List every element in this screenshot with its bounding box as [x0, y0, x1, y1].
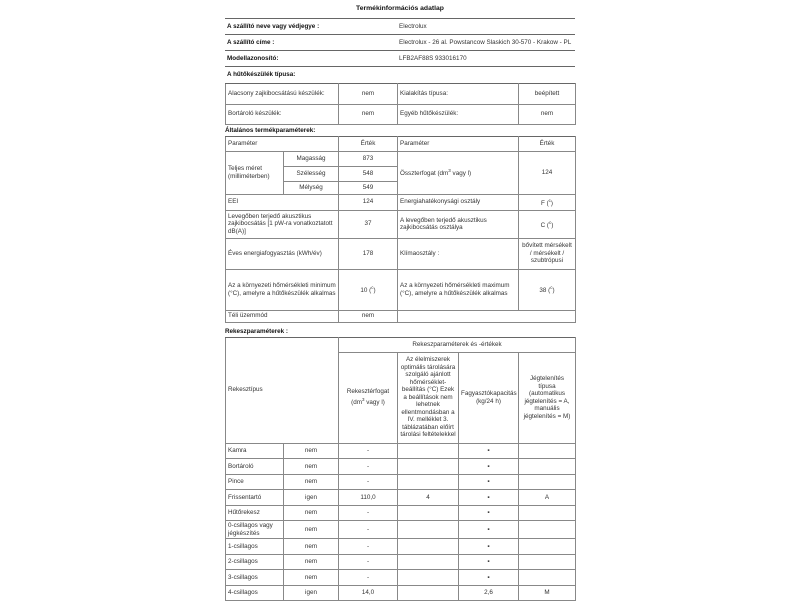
compartment-volume: -	[339, 459, 398, 475]
compartment-defrost	[519, 459, 576, 475]
compartment-temp	[398, 521, 459, 539]
compartment-present: nem	[284, 554, 339, 570]
height-label: Magasság	[284, 151, 339, 166]
energy-class-label: Energiahatékonysági osztály	[398, 194, 519, 210]
other-appliance-label: Egyéb hűtőkészülék:	[398, 104, 519, 124]
volume-header: Rekesztérfogat ($dm^3$ vagy l)	[339, 352, 398, 443]
supplier-table	[225, 18, 575, 83]
type-table	[225, 83, 576, 125]
compartment-temp	[398, 554, 459, 570]
energy-value: 178	[339, 238, 398, 269]
page-title: Termékinformációs adatlap	[225, 0, 575, 18]
low-noise-label: Alacsony zajkibocsátású készülék:	[226, 83, 339, 104]
freeze-header: Fagyasztókapacitás (kg/24 h)	[459, 352, 519, 443]
compartment-defrost	[519, 505, 576, 521]
group-header: Rekeszparaméterek és -értékek	[339, 337, 576, 352]
volume-label: Összterfogat ($dm^3$ vagy l)	[398, 151, 519, 194]
compartment-volume: -	[339, 505, 398, 521]
compartments-section-title: Rekeszparaméterek :	[225, 326, 575, 337]
compartment-name: 1-csillagos	[226, 539, 284, 555]
compartment-present: igen	[284, 490, 339, 506]
supplier-address: Electrolux - 26 al. Powstancow Slaskich 30-570 - Krakow - PL	[397, 35, 575, 51]
general-section-title: Általános termékparaméterek:	[225, 125, 575, 136]
compartment-freeze: ▪	[459, 459, 519, 475]
compartment-volume: -	[339, 554, 398, 570]
table-row	[226, 505, 576, 521]
compartment-temp	[398, 443, 459, 459]
noise-class-label: A levegőben terjedő akusztikus zajkibocsátás osztálya	[398, 210, 519, 238]
supplier-address-label: A szállító címe :	[225, 35, 397, 51]
wine-storage-label: Bortároló készülék:	[226, 104, 339, 124]
compartment-type-header: Rekesztípus	[226, 337, 339, 443]
temp-header: Az élelmiszerek optimális tárolására szolgáló ajánlott hőmérséklet-beállítás (°C) Ezek a beállítások nem lehetnek ellentmondásban a IV. melléklet 3. táblázatában előírt tárolási feltételekkel	[398, 352, 459, 443]
table-row	[226, 570, 576, 586]
design-type-value: beépített	[519, 83, 576, 104]
compartment-temp: 4	[398, 490, 459, 506]
energy-class-value: F ($^c$)	[519, 194, 576, 210]
depth-label: Mélység	[284, 181, 339, 194]
table-row	[226, 585, 576, 601]
eei-label: EEI	[226, 194, 339, 210]
table-row	[226, 490, 576, 506]
compartments-table	[225, 337, 576, 601]
noise-class-value: C ($^c$)	[519, 210, 576, 238]
compartment-defrost: A	[519, 490, 576, 506]
compartment-defrost: M	[519, 585, 576, 601]
compartment-freeze: ▪	[459, 570, 519, 586]
compartment-freeze: ▪	[459, 505, 519, 521]
compartment-name: Frissentartó	[226, 490, 284, 506]
width-value: 548	[339, 166, 398, 181]
compartment-freeze: ▪	[459, 474, 519, 490]
height-value: 873	[339, 151, 398, 166]
supplier-name-label: A szállító neve vagy védjegye :	[225, 19, 397, 35]
compartment-present: nem	[284, 443, 339, 459]
compartment-volume: 14,0	[339, 585, 398, 601]
compartment-name: 3-csillagos	[226, 570, 284, 586]
compartment-present: nem	[284, 459, 339, 475]
compartment-present: nem	[284, 521, 339, 539]
other-appliance-value: nem	[519, 104, 576, 124]
compartment-volume: -	[339, 570, 398, 586]
table-row	[226, 474, 576, 490]
design-type-label: Kialakítás típusa:	[398, 83, 519, 104]
compartment-temp	[398, 505, 459, 521]
depth-value: 549	[339, 181, 398, 194]
compartment-temp	[398, 585, 459, 601]
compartment-defrost	[519, 554, 576, 570]
compartment-name: Kamra	[226, 443, 284, 459]
winter-label: Téli üzemmód	[226, 310, 339, 322]
compartment-freeze: ▪	[459, 521, 519, 539]
compartment-freeze: ▪	[459, 443, 519, 459]
volume-value: 124	[519, 151, 576, 194]
size-label: Teljes méret (milliméterben)	[226, 151, 284, 194]
compartment-name: Pince	[226, 474, 284, 490]
compartment-present: nem	[284, 570, 339, 586]
compartment-temp	[398, 570, 459, 586]
compartment-defrost	[519, 570, 576, 586]
compartment-present: nem	[284, 474, 339, 490]
compartment-name: 4-csillagos	[226, 585, 284, 601]
compartment-defrost	[519, 443, 576, 459]
tmax-value: 38 ($^c$)	[519, 269, 576, 310]
compartment-name: Hűtőrekesz	[226, 505, 284, 521]
compartment-present: igen	[284, 585, 339, 601]
noise-label: Levegőben terjedő akusztikus zajkibocsátás [1 pW-ra vonatkoztatott dB(A)]	[226, 210, 339, 238]
compartment-temp	[398, 539, 459, 555]
noise-value: 37	[339, 210, 398, 238]
compartment-name: 0-csillagos vagy jégkészítés	[226, 521, 284, 539]
type-section-title: A hűtőkészülék típusa:	[225, 67, 575, 83]
wine-storage-value: nem	[339, 104, 398, 124]
table-row	[226, 554, 576, 570]
defrost-header: Jégtelenítés típusa (automatikus jégtelenítés = A, manuális jégtelenítés = M)	[519, 352, 576, 443]
compartment-defrost	[519, 521, 576, 539]
model-id: LFB2AF88S 933016170	[397, 51, 575, 67]
compartment-freeze: ▪	[459, 539, 519, 555]
product-info-sheet	[225, 0, 575, 601]
compartment-volume: -	[339, 474, 398, 490]
climate-label: Klímaosztály :	[398, 238, 519, 269]
table-row	[226, 443, 576, 459]
header-param-2: Paraméter	[398, 136, 519, 151]
tmin-value: 10 ($^c$)	[339, 269, 398, 310]
supplier-name: Electrolux	[397, 19, 575, 35]
compartment-present: nem	[284, 505, 339, 521]
compartment-volume: -	[339, 443, 398, 459]
compartment-defrost	[519, 539, 576, 555]
header-value-2: Érték	[519, 136, 576, 151]
tmin-label: Az a környezeti hőmérsékleti minimum (°C), amelyre a hűtőkészülék alkalmas	[226, 269, 339, 310]
compartment-temp	[398, 459, 459, 475]
climate-value: bővített mérsékelt / mérsékelt / szubtrópusi	[519, 238, 576, 269]
table-row	[226, 539, 576, 555]
energy-label: Éves energiafogyasztás (kWh/év)	[226, 238, 339, 269]
eei-value: 124	[339, 194, 398, 210]
table-row	[226, 459, 576, 475]
tmax-label: Az a környezeti hőmérsékleti maximum (°C), amelyre a hűtőkészülék alkalmas	[398, 269, 519, 310]
header-value: Érték	[339, 136, 398, 151]
header-param: Paraméter	[226, 136, 339, 151]
width-label: Szélesség	[284, 166, 339, 181]
compartment-name: Bortároló	[226, 459, 284, 475]
compartment-defrost	[519, 474, 576, 490]
winter-value: nem	[339, 310, 398, 322]
compartment-freeze: ▪	[459, 554, 519, 570]
model-label: Modellazonosító:	[225, 51, 397, 67]
compartment-name: 2-csillagos	[226, 554, 284, 570]
low-noise-value: nem	[339, 83, 398, 104]
compartment-volume: -	[339, 539, 398, 555]
table-row	[226, 521, 576, 539]
compartment-volume: 110,0	[339, 490, 398, 506]
compartment-freeze: ▪	[459, 490, 519, 506]
compartment-volume: -	[339, 521, 398, 539]
compartment-present: nem	[284, 539, 339, 555]
general-table	[225, 136, 576, 323]
compartment-temp	[398, 474, 459, 490]
compartment-freeze: 2,6	[459, 585, 519, 601]
